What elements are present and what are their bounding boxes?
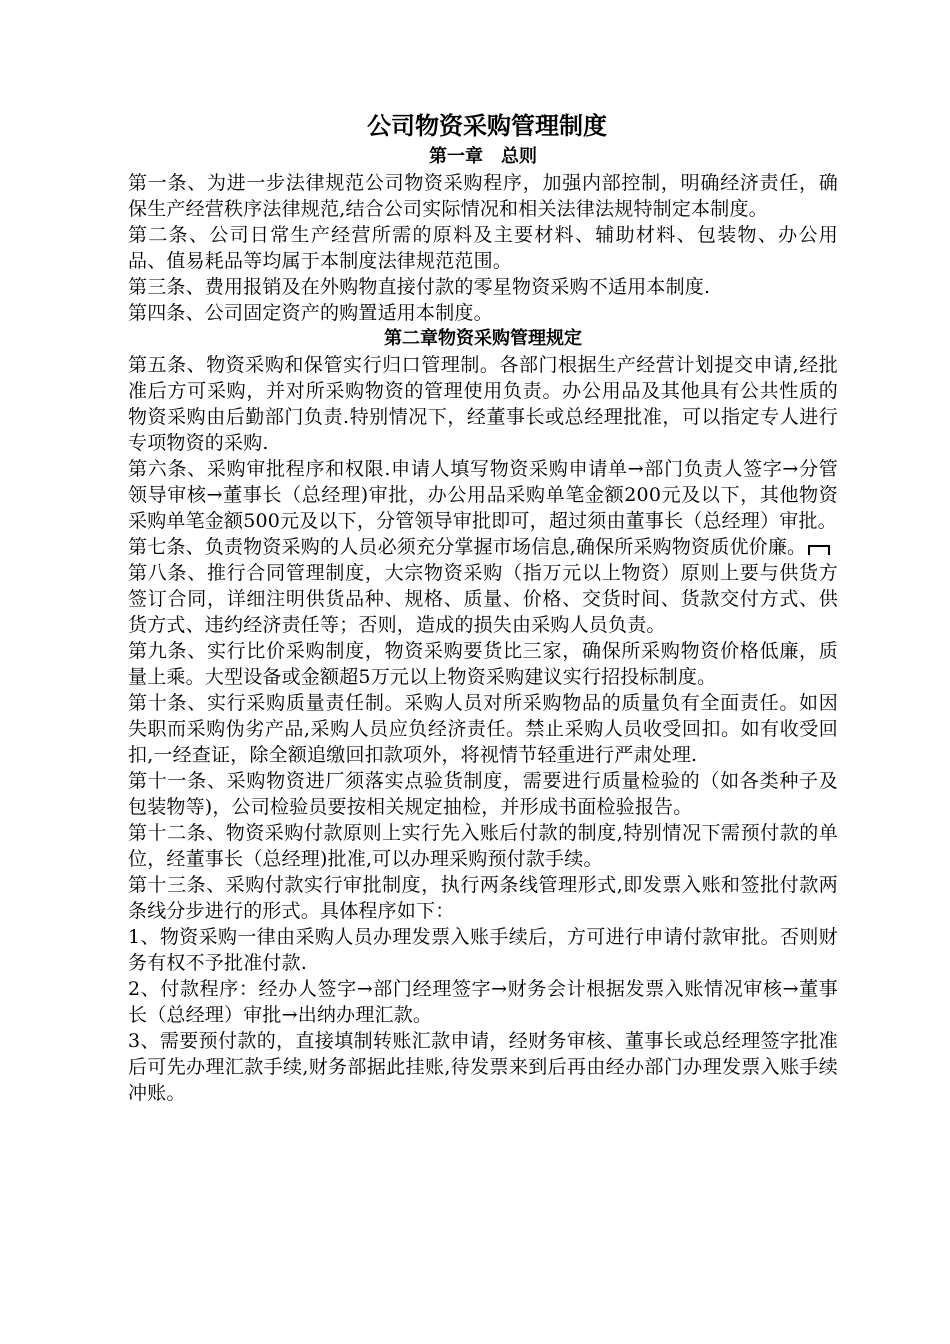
document-title: 公司物资采购管理制度 bbox=[367, 112, 607, 140]
article-paragraph: 第十三条、采购付款实行审批制度，执行两条线管理形式,即发票入账和签批付款两条线分步进行的形式。具体程序如下： bbox=[128, 874, 838, 922]
bracket-mark-icon bbox=[808, 545, 830, 555]
article-text: 第七条、负责物资采购的人员必须充分掌握市场信息,确保所采购物资质优价廉。 bbox=[128, 536, 807, 558]
article-paragraph: 第九条、实行比价采购制度，物资采购要货比三家，确保所采购物资价格低廉，质量上乘。大型设备或金额超5万元以上物资采购建议实行招投标制度。 bbox=[128, 640, 838, 688]
article-paragraph: 第四条、公司固定资产的购置适用本制度。 bbox=[128, 302, 493, 324]
article-paragraph: 第八条、推行合同管理制度，大宗物资采购（指万元以上物资）原则上要与供货方签订合同，详细注明供货品种、规格、质量、价格、交货时间、货款交付方式、供货方式、违约经济责任等；否则，造成的损失由采购人员负责。 bbox=[128, 562, 838, 636]
procedure-item: 1、物资采购一律由采购人员办理发票入账手续后，方可进行申请付款审批。否则财务有权不予批准付款. bbox=[128, 926, 838, 974]
article-paragraph bbox=[128, 534, 838, 560]
chapter-heading: 第一章 总则 bbox=[429, 146, 537, 167]
article-paragraph: 第十二条、物资采购付款原则上实行先入账后付款的制度,特别情况下需预付款的单位，经董事长（总经理)批准,可以办理采购预付款手续。 bbox=[128, 822, 838, 870]
chapter-heading: 第二章物资采购管理规定 bbox=[384, 328, 582, 349]
article-paragraph: 第六条、采购审批程序和权限.申请人填写物资采购申请单→部门负责人签字→分管领导审核→董事长（总经理)审批，办公用品采购单笔金额200元及以下，其他物资采购单笔金额500元及以下，分管领导审批即可，超过须由董事长（总经理）审批。 bbox=[128, 458, 838, 532]
article-paragraph: 第十条、实行采购质量责任制。采购人员对所采购物品的质量负有全面责任。如因失职而采购伪劣产品,采购人员应负经济责任。禁止采购人员收受回扣。如有收受回扣,一经查证，除全额追缴回扣款项外，将视情节轻重进行严肃处理. bbox=[128, 692, 838, 766]
article-paragraph: 第二条、公司日常生产经营所需的原料及主要材料、辅助材料、包装物、办公用品、值易耗品等均属于本制度法律规范范围。 bbox=[128, 224, 838, 272]
article-paragraph: 第三条、费用报销及在外购物直接付款的零星物资采购不适用本制度. bbox=[128, 276, 711, 298]
article-paragraph: 第十一条、采购物资进厂须落实点验货制度，需要进行质量检验的（如各类种子及包装物等)，公司检验员要按相关规定抽检，并形成书面检验报告。 bbox=[128, 770, 838, 818]
procedure-item: 3、需要预付款的，直接填制转账汇款申请，经财务审核、董事长或总经理签字批准后可先办理汇款手续,财务部据此挂账,待发票来到后再由经办部门办理发票入账手续冲账。 bbox=[128, 1030, 838, 1104]
document-page bbox=[128, 108, 838, 1106]
procedure-item: 2、付款程序：经办人签字→部门经理签字→财务会计根据发票入账情况审核→董事长（总经理）审批→出纳办理汇款。 bbox=[128, 978, 838, 1026]
article-paragraph: 第一条、为进一步法律规范公司物资采购程序，加强内部控制，明确经济责任，确保生产经营秩序法律规范,结合公司实际情况和相关法律法规特制定本制度。 bbox=[128, 172, 838, 220]
article-paragraph: 第五条、物资采购和保管实行归口管理制。各部门根据生产经营计划提交申请,经批准后方可采购，并对所采购物资的管理使用负责。办公用品及其他具有公共性质的物资采购由后勤部门负责.特别情况下，经董事长或总经理批准，可以指定专人进行专项物资的采购. bbox=[128, 354, 838, 454]
